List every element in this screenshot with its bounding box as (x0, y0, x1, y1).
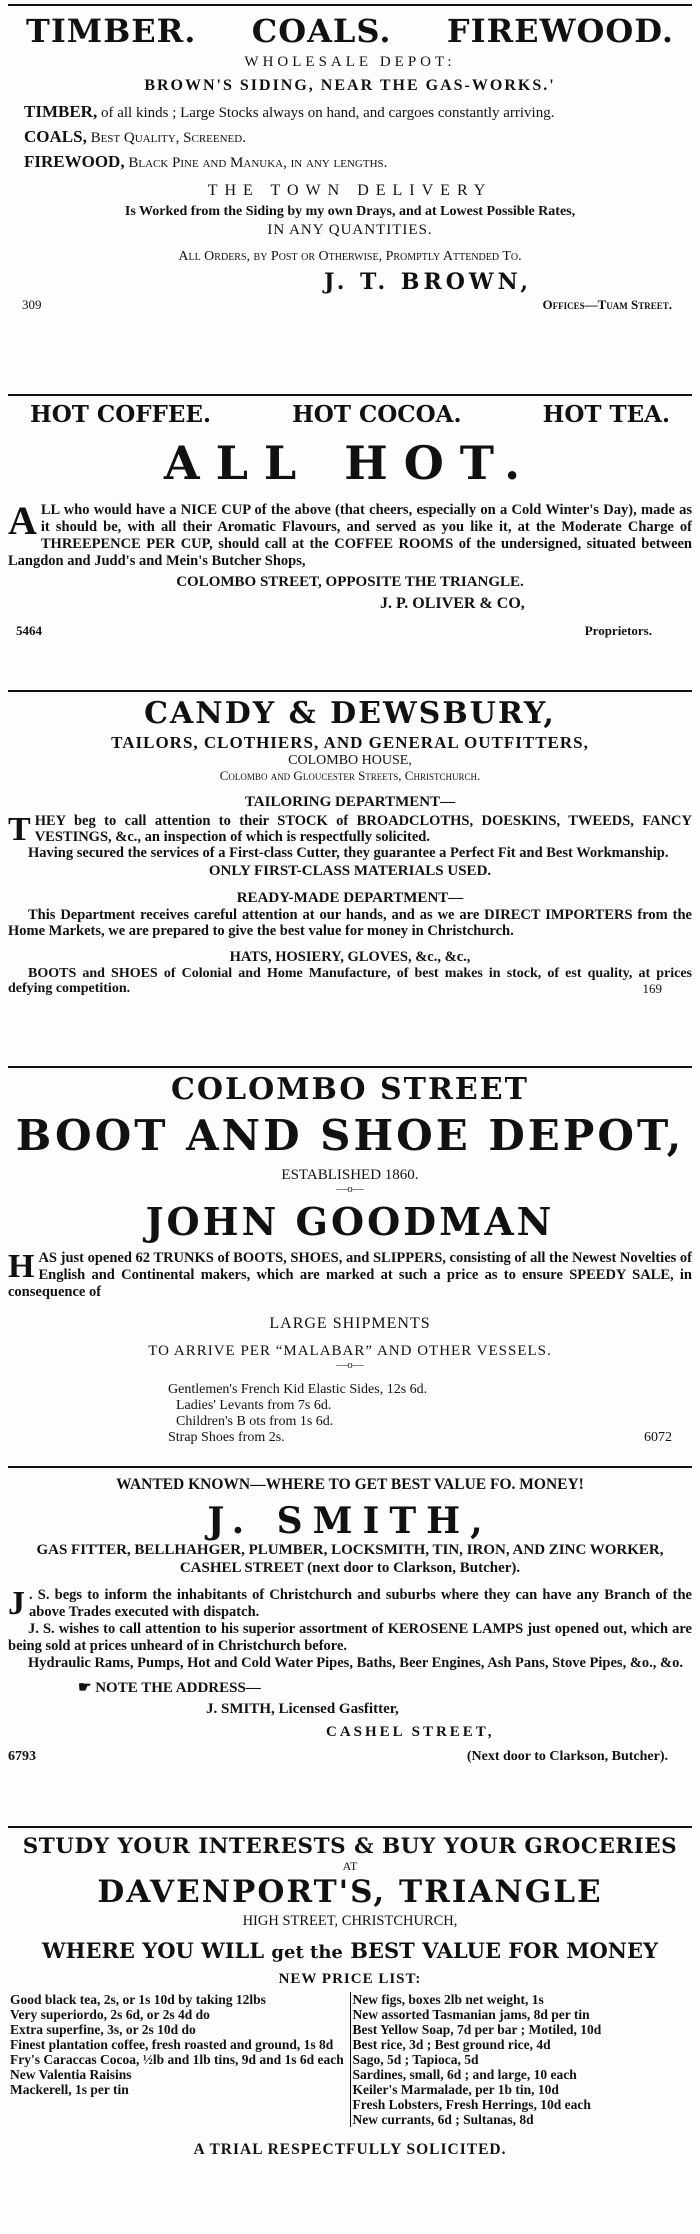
headline-coals: COALS. (251, 12, 392, 50)
boot-item-last (168, 1430, 692, 1446)
boot-item: Children's B ots from 1s 6d. (176, 1414, 334, 1429)
timber-lines (8, 103, 692, 172)
list-item: New figs, boxes 2lb net weight, 1s (352, 1992, 544, 2007)
separator: —o— (336, 1359, 364, 1371)
list-item: New Valentia Raisins (10, 2067, 132, 2082)
line-coals: COALS, Best Quality, Screened. (24, 127, 246, 146)
list-item: Sago, 5d ; Tapioca, 5d (352, 2052, 479, 2067)
divider (8, 1066, 692, 1068)
goodman-name: JOHN GOODMAN (145, 1199, 555, 1244)
colombo-house: COLOMBO HOUSE, (288, 753, 412, 768)
line-timber: TIMBER, of all kinds ; Large Stocks always on hand, and cargoes constantly arriving. (24, 102, 555, 121)
ad-boot (8, 1072, 692, 1446)
hats-line: HATS, HOSIERY, GLOVES, &c., &c., (229, 949, 471, 965)
drop-cap: A (8, 498, 37, 543)
all-orders: All Orders, by Post or Otherwise, Promptly Attended To. (178, 249, 522, 264)
all-hot-title: ALL HOT. (163, 436, 537, 490)
list-item: Extra superfine, 3s, or 2s 10d do (10, 2022, 196, 2037)
any-quantities: IN ANY QUANTITIES. (267, 222, 433, 238)
drop-cap: J (8, 1585, 25, 1622)
oliver-signature: J. P. OLIVER & CO, (380, 595, 525, 612)
davenport-headline: STUDY YOUR INTERESTS & BUY YOUR GROCERIES (22, 1834, 678, 1859)
pointing-hand-icon: ☛ (78, 1680, 96, 1696)
boots-line: BOOTS and SHOES of Colonial and Home Manufacture, of best makes in stock, of est quality, at prices defying competition. (8, 966, 692, 996)
hot-tea: HOT TEA. (542, 401, 670, 428)
smith-trades: GAS FITTER, BELLHAHGER, PLUMBER, LOCKSMITH, TIN, IRON, AND ZINC WORKER, (36, 1542, 664, 1558)
ad-number: 169 (642, 981, 662, 996)
ad-number: 309 (22, 297, 42, 312)
ad-hot (8, 401, 692, 639)
established: ESTABLISHED 1860. (281, 1167, 419, 1183)
price-list-left (8, 1992, 350, 2127)
list-item: New assorted Tasmanian jams, 8d per tin (352, 2007, 590, 2022)
davenport-street: HIGH STREET, CHRISTCHURCH, (242, 1913, 458, 1929)
ad-number: 6793 (8, 1749, 36, 1764)
tailoring-head: TAILORING DEPARTMENT— (244, 794, 456, 810)
divider (8, 690, 692, 692)
smith-signature: J. SMITH, Licensed Gasfitter, (206, 1701, 399, 1717)
wanted-known: WANTED KNOWN—WHERE TO GET BEST VALUE FO. MONEY! (116, 1476, 584, 1493)
boot-item: Strap Shoes from 2s. (168, 1430, 285, 1445)
boot-item: Ladies' Levants from 7s 6d. (176, 1398, 332, 1413)
hot-footer (8, 623, 692, 639)
timber-footer (8, 297, 692, 313)
boot-body: HAS just opened 62 TRUNKS of BOOTS, SHOES, and SLIPPERS, consisting of all the Newest Novelties of English and Continental makers, which are marked at such a price as to ensure SPEEDY SALE, in consequence of (8, 1248, 692, 1300)
boot-item: Gentlemen's French Kid Elastic Sides, 12s 6d. (168, 1382, 428, 1397)
large-shipments: LARGE SHIPMENTS (269, 1315, 431, 1332)
colombo-street: COLOMBO STREET (171, 1072, 529, 1107)
town-delivery: THE TOWN DELIVERY (207, 182, 493, 199)
cashel-street: CASHEL STREET, (326, 1724, 495, 1740)
ready-head: READY-MADE DEPARTMENT— (236, 890, 464, 906)
note-address: ☛ NOTE THE ADDRESS— (78, 1680, 261, 1696)
list-item: Best Yellow Soap, 7d per bar ; Motiled, 10d (352, 2022, 602, 2037)
materials: ONLY FIRST-CLASS MATERIALS USED. (208, 863, 492, 879)
next-door: (Next door to Clarkson, Butcher). (466, 1749, 668, 1764)
smith-title: J. SMITH, (207, 1500, 493, 1542)
hot-body: ALL who would have a NICE CUP of the above (that cheers, especially on a Cold Winter's Day), made as it should be, with all their Aromatic Flavours, and served as you like it, at the Moderate Charge of THREEPENCE PER CUP, should call at the COFFEE ROOMS of the undersigned, situated between Langdon and Judd's and Mein's Butcher Shops, (8, 498, 692, 569)
trial-solicited: A TRIAL RESPECTFULLY SOLICITED. (193, 2141, 507, 2158)
boot-items (8, 1382, 692, 1446)
hot-coffee: HOT COFFEE. (30, 401, 211, 428)
ad-timber (8, 12, 692, 313)
hot-address: COLOMBO STREET, OPPOSITE THE TRIANGLE. (176, 574, 524, 590)
ad-smith (8, 1476, 692, 1765)
price-list-table (8, 1992, 692, 2127)
boot-title: BOOT AND SHOE DEPOT, (15, 1111, 685, 1160)
price-list-right (350, 1992, 692, 2127)
ad-number: 6072 (644, 1430, 672, 1445)
divider (8, 394, 692, 396)
smith-body: J . S. begs to inform the inhabitants of Christchurch and suburbs where they can have any Branch of the above Trades executed with dispatch. (8, 1585, 692, 1622)
wholesale-depot: WHOLESALE DEPOT: (244, 54, 456, 70)
list-item: Fresh Lobsters, Fresh Herrings, 10d each (352, 2097, 591, 2112)
smith-body-3: Hydraulic Rams, Pumps, Hot and Cold Water Pipes, Baths, Beer Engines, Ash Pans, Stove Pipes, &o., &o. (28, 1655, 683, 1671)
offices: Offices—Tuam Street. (542, 297, 672, 312)
list-item: Keiler's Marmalade, per 1b tin, 10d (352, 2082, 559, 2097)
ready-body: This Department receives careful attention at our hands, and as we are DIRECT IMPORTERS from the Home Markets, we are prepared to give the best value for money in Christchurch. (8, 907, 692, 939)
arrive-malabar: TO ARRIVE PER “MALABAR” AND OTHER VESSELS. (148, 1343, 552, 1359)
divider (8, 1826, 692, 1828)
smith-street: CASHEL STREET (next door to Clarkson, Butcher). (179, 1560, 521, 1576)
at-line: AT (342, 1859, 358, 1873)
list-item: Mackerell, 1s per tin (10, 2082, 129, 2097)
brown-signature: J. T. BROWN, (324, 269, 532, 295)
line-firewood: FIREWOOD, Black Pine and Manuka, in any lengths. (24, 152, 388, 171)
headline-timber: TIMBER. (26, 12, 197, 50)
smith-body-2: J. S. wishes to call attention to his superior assortment of KEROSENE LAMPS just opened out, which are being sold at prices unheard of in Christchurch before. (8, 1621, 692, 1654)
smith-footer (8, 1749, 692, 1765)
ad-candy (8, 696, 692, 997)
separator: —o— (336, 1183, 364, 1195)
list-item: Good black tea, 2s, or 1s 10d by taking 12lbs (10, 1992, 266, 2007)
drop-cap: T (8, 811, 31, 848)
candy-streets: Colombo and Gloucester Streets, Christchurch. (219, 768, 481, 783)
list-item: Finest plantation coffee, fresh roasted and ground, 1s 8d (10, 2037, 334, 2052)
proprietors: Proprietors. (584, 623, 652, 638)
list-item: Fry's Caraccas Cocoa, ½lb and 1lb tins, 9d and 1s 6d each (10, 2052, 344, 2067)
divider (8, 1466, 692, 1468)
top-rule (8, 4, 692, 6)
ad-number: 5464 (16, 623, 42, 638)
davenport-title: DAVENPORT'S, TRIANGLE (97, 1874, 603, 1910)
ad-davenport (8, 1834, 692, 2159)
tailoring-body: THEY beg to call attention to their STOCK of BROADCLOTHS, DOESKINS, TWEEDS, FANCY VESTINGS, &c., an inspection of which is respectfully solicited. (8, 811, 692, 848)
list-item: New currants, 6d ; Sultanas, 8d (352, 2112, 534, 2127)
headline-firewood: FIREWOOD. (446, 12, 674, 50)
browns-siding: BROWN'S SIDING, NEAR THE GAS-WORKS.' (144, 77, 556, 94)
list-item: Very superiordo, 2s 6d, or 2s 4d do (10, 2007, 210, 2022)
candy-title: CANDY & DEWSBURY, (144, 696, 556, 731)
tailoring-body-2: Having secured the services of a First-class Cutter, they guarantee a Perfect Fit and Best Workmanship. (28, 845, 669, 861)
davenport-tagline: WHERE YOU WILL get the BEST VALUE FOR MONEY (42, 1938, 658, 1963)
candy-subtitle: TAILORS, CLOTHIERS, AND GENERAL OUTFITTERS, (111, 733, 589, 752)
list-item: Best rice, 3d ; Best ground rice, 4d (352, 2037, 551, 2052)
timber-headline (8, 12, 692, 50)
price-list-head: NEW PRICE LIST: (278, 1971, 422, 1987)
delivery-text: Is Worked from the Siding by my own Drays, and at Lowest Possible Rates, (124, 204, 576, 219)
list-item: Sardines, small, 6d ; and large, 10 each (352, 2067, 577, 2082)
hot-headline (8, 401, 692, 428)
hot-cocoa: HOT COCOA. (292, 401, 462, 428)
drop-cap: H (8, 1248, 35, 1285)
